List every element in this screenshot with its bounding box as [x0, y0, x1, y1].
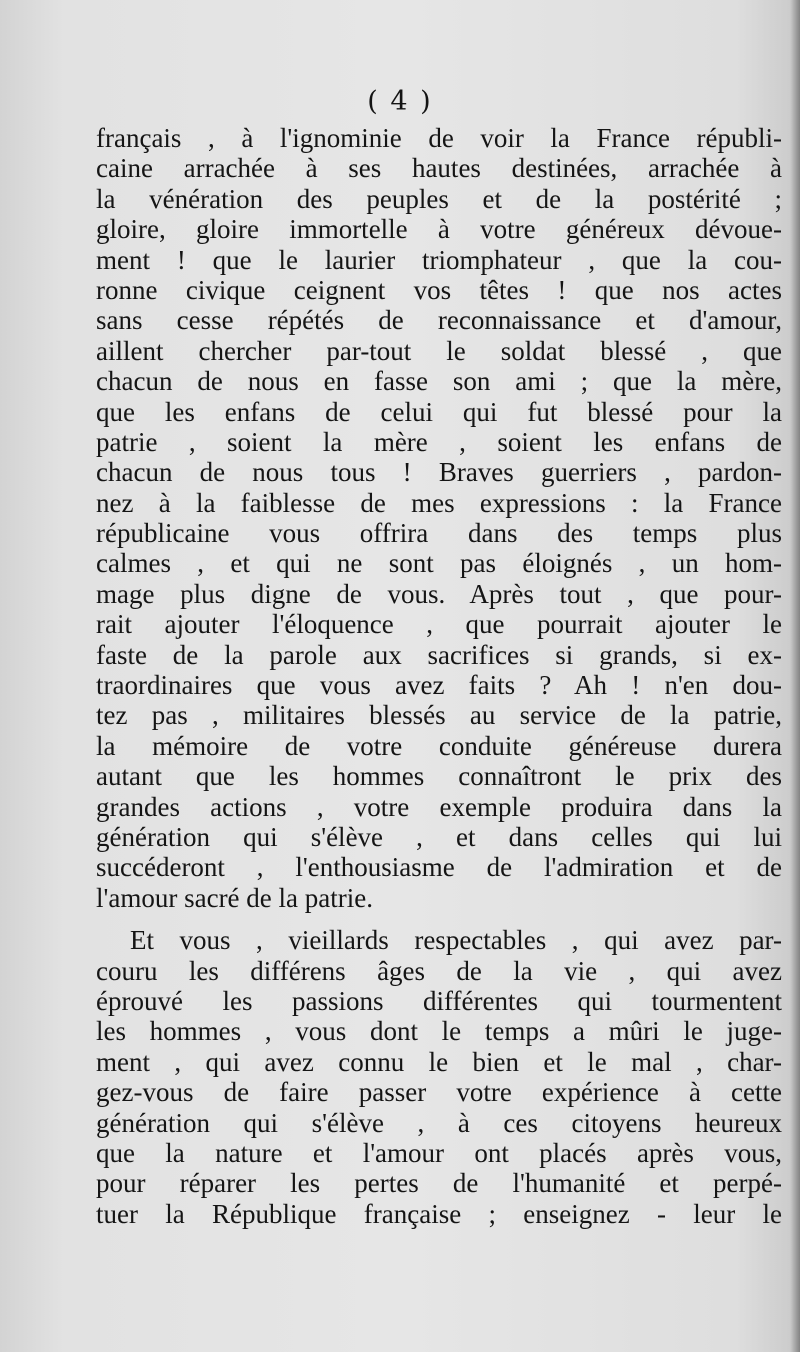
text-line: traordinaires que vous avez faits ? Ah ! n'en dou- [96, 670, 782, 701]
text-line: faste de la parole aux sacrifices si grands, si ex- [96, 639, 782, 670]
text-line: patrie , soient la mère , soient les enfans de [96, 426, 782, 457]
text-line: l'amour sacré de la patrie. [96, 882, 373, 913]
text-line: ronne civique ceignent vos têtes ! que nos actes [96, 274, 782, 305]
text-line: aillent chercher par-tout le soldat blessé , que [96, 335, 782, 366]
text-line: calmes , et qui ne sont pas éloignés , un hom- [96, 548, 782, 579]
text-line: rait ajouter l'éloquence , que pourrait ajouter le [96, 609, 782, 640]
text-line: caine arrachée à ses hautes destinées, arrachée à [96, 153, 782, 184]
text-line: chacun de nous tous ! Braves guerriers , pardon- [96, 457, 782, 488]
text-line: ment ! que le laurier triomphateur , que la cou- [96, 244, 782, 275]
text-line: succéderont , l'enthousiasme de l'admiration et de [96, 852, 782, 883]
text-line: gez-vous de faire passer votre expérience à cette [96, 1077, 782, 1108]
text-line: français , à l'ignominie de voir la France républi- [96, 123, 782, 153]
paragraph-spacer [96, 913, 782, 925]
text-line: tuer la République française ; enseignez - leur le [96, 1198, 782, 1229]
text-line: sans cesse répétés de reconnaissance et d'amour, [96, 305, 782, 336]
text-line: génération qui s'élève , et dans celles qui lui [96, 821, 782, 852]
page-number: ( 4 ) [367, 86, 433, 117]
text-line: mage plus digne de vous. Après tout , que pour- [96, 578, 782, 609]
text-line: que les enfans de celui qui fut blessé pour la [96, 396, 782, 427]
text-line: génération qui s'élève , à ces citoyens heureux [96, 1107, 782, 1138]
text-line: tez pas , militaires blessés au service de la patrie, [96, 700, 782, 731]
text-line: républicaine vous offrira dans des temps plus [96, 518, 782, 549]
text-line: gloire, gloire immortelle à votre généreux dévoue- [96, 214, 782, 245]
text-line: ment , qui avez connu le bien et le mal , char- [96, 1046, 782, 1077]
text-line: pour réparer les pertes de l'humanité et perpé- [96, 1168, 782, 1199]
text-line: éprouvé les passions différentes qui tourmentent [96, 985, 782, 1016]
text-line: couru les différens âges de la vie , qui avez [96, 955, 782, 986]
body-text [96, 123, 782, 1229]
text-line: nez à la faiblesse de mes expressions : la France [96, 487, 782, 518]
text-line: la vénération des peuples et de la postérité ; [96, 183, 782, 214]
text-line: les hommes , vous dont le temps a mûri le juge- [96, 1016, 782, 1047]
text-line: chacun de nous en fasse son ami ; que la mère, [96, 366, 782, 397]
paragraph-2 [96, 925, 782, 1229]
text-line: la mémoire de votre conduite généreuse durera [96, 730, 782, 761]
text-line: autant que les hommes connaîtront le prix des [96, 761, 782, 792]
paragraph-1 [96, 123, 782, 913]
text-line: grandes actions , votre exemple produira dans la [96, 791, 782, 822]
text-line: que la nature et l'amour ont placés après vous, [96, 1137, 782, 1168]
text-line: Et vous , vieillards respectables , qui avez par- [130, 925, 782, 956]
